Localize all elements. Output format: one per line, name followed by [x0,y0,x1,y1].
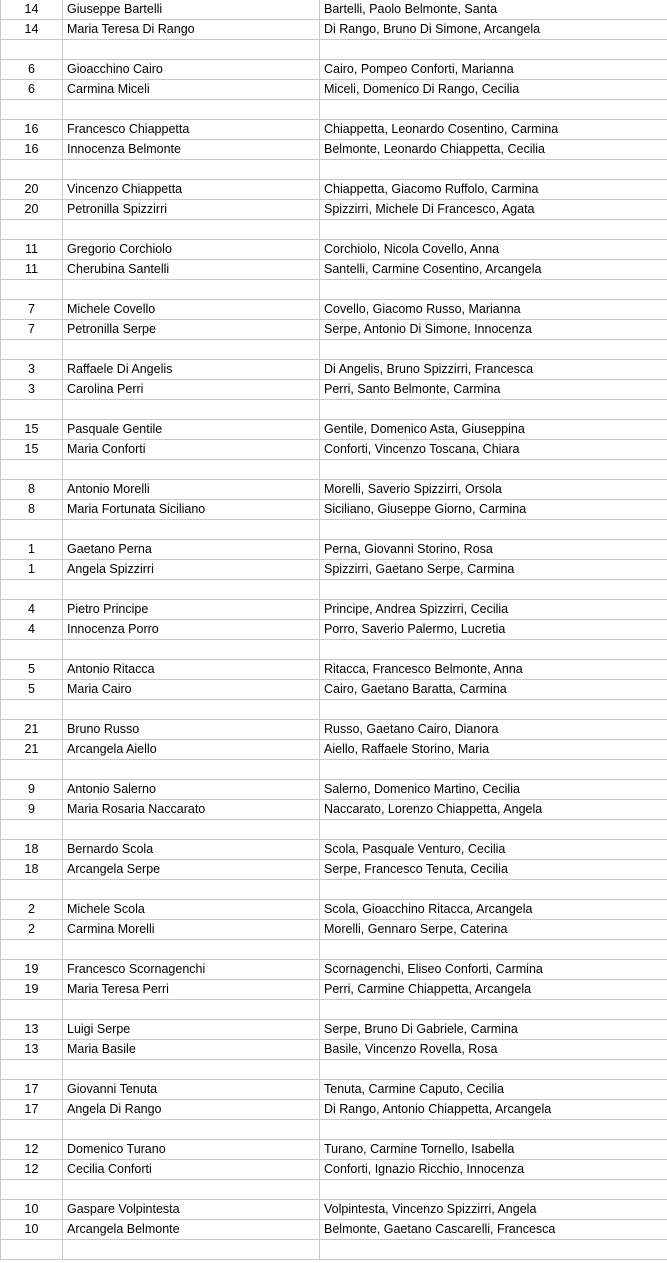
table-row [1,460,667,480]
person-name-cell[interactable]: Michele Scola [63,900,320,920]
couple-number-cell[interactable] [1,340,63,360]
couple-number-cell[interactable]: 6 [1,80,63,100]
table-row [1,500,667,520]
person-name-cell[interactable]: Gregorio Corchiolo [63,240,320,260]
person-name-cell[interactable]: Maria Conforti [63,440,320,460]
table-row [1,1220,667,1240]
person-name-cell[interactable]: Antonio Salerno [63,780,320,800]
person-name-cell[interactable] [63,1240,320,1260]
table-row [1,1000,667,1020]
couple-number-cell[interactable]: 7 [1,300,63,320]
table-row [1,1180,667,1200]
table-row [1,380,667,400]
couple-number-cell[interactable]: 9 [1,800,63,820]
couple-number-cell[interactable]: 21 [1,740,63,760]
parents-cell[interactable] [320,100,667,120]
table-row [1,1200,667,1220]
person-name-cell[interactable]: Luigi Serpe [63,1020,320,1040]
table-row [1,440,667,460]
person-name-cell[interactable]: Carolina Perri [63,380,320,400]
parents-cell[interactable]: Cairo, Pompeo Conforti, Marianna [320,60,667,80]
table-row [1,1040,667,1060]
table-row [1,540,667,560]
person-name-cell[interactable] [63,40,320,60]
table-row [1,80,667,100]
table-row [1,1160,667,1180]
parents-cell[interactable]: Miceli, Domenico Di Rango, Cecilia [320,80,667,100]
parents-cell[interactable]: Volpintesta, Vincenzo Spizzirri, Angela [320,1200,667,1220]
person-name-cell[interactable]: Pasquale Gentile [63,420,320,440]
person-name-cell[interactable]: Carmina Miceli [63,80,320,100]
couple-number-cell[interactable]: 10 [1,1220,63,1240]
couple-number-cell[interactable]: 1 [1,540,63,560]
couple-number-cell[interactable]: 4 [1,600,63,620]
couple-number-cell[interactable]: 5 [1,680,63,700]
parents-cell[interactable]: Morelli, Gennaro Serpe, Caterina [320,920,667,940]
person-name-cell[interactable]: Petronilla Spizzirri [63,200,320,220]
parents-cell[interactable]: Di Rango, Antonio Chiappetta, Arcangela [320,1100,667,1120]
couple-number-cell[interactable] [1,1000,63,1020]
table-row [1,160,667,180]
parents-cell[interactable]: Covello, Giacomo Russo, Marianna [320,300,667,320]
table-row [1,260,667,280]
parents-cell[interactable] [320,220,667,240]
person-name-cell[interactable] [63,700,320,720]
person-name-cell[interactable]: Francesco Chiappetta [63,120,320,140]
person-name-cell[interactable] [63,460,320,480]
person-name-cell[interactable] [63,280,320,300]
person-name-cell[interactable] [63,1180,320,1200]
parents-cell[interactable] [320,460,667,480]
parents-cell[interactable]: Spizzirri, Gaetano Serpe, Carmina [320,560,667,580]
person-name-cell[interactable]: Antonio Morelli [63,480,320,500]
table-row [1,860,667,880]
table-row [1,800,667,820]
person-name-cell[interactable] [63,820,320,840]
table-row [1,0,667,20]
person-name-cell[interactable]: Angela Di Rango [63,1100,320,1120]
parents-cell[interactable] [320,640,667,660]
table-row [1,920,667,940]
parents-cell[interactable]: Belmonte, Leonardo Chiappetta, Cecilia [320,140,667,160]
spreadsheet-body [1,0,667,1260]
parents-cell[interactable]: Perri, Carmine Chiappetta, Arcangela [320,980,667,1000]
person-name-cell[interactable]: Gaspare Volpintesta [63,1200,320,1220]
table-row [1,960,667,980]
parents-cell[interactable]: Spizzirri, Michele Di Francesco, Agata [320,200,667,220]
table-row [1,420,667,440]
parents-cell[interactable] [320,700,667,720]
person-name-cell[interactable]: Vincenzo Chiappetta [63,180,320,200]
person-name-cell[interactable] [63,1120,320,1140]
parents-cell[interactable]: Conforti, Vincenzo Toscana, Chiara [320,440,667,460]
parents-cell[interactable]: Di Angelis, Bruno Spizzirri, Francesca [320,360,667,380]
couple-number-cell[interactable] [1,100,63,120]
table-row [1,720,667,740]
parents-cell[interactable] [320,1240,667,1260]
person-name-cell[interactable] [63,580,320,600]
couple-number-cell[interactable]: 10 [1,1200,63,1220]
table-row [1,280,667,300]
couple-number-cell[interactable]: 16 [1,140,63,160]
table-row [1,20,667,40]
person-name-cell[interactable]: Giovanni Tenuta [63,1080,320,1100]
person-name-cell[interactable]: Carmina Morelli [63,920,320,940]
table-row [1,220,667,240]
table-row [1,820,667,840]
person-name-cell[interactable]: Maria Fortunata Siciliano [63,500,320,520]
couple-number-cell[interactable]: 12 [1,1160,63,1180]
table-row [1,660,667,680]
table-row [1,340,667,360]
parents-cell[interactable] [320,400,667,420]
couple-number-cell[interactable]: 21 [1,720,63,740]
table-row [1,400,667,420]
parents-cell[interactable]: Chiappetta, Giacomo Ruffolo, Carmina [320,180,667,200]
table-row [1,1020,667,1040]
couple-number-cell[interactable]: 4 [1,620,63,640]
person-name-cell[interactable]: Maria Rosaria Naccarato [63,800,320,820]
couple-number-cell[interactable] [1,220,63,240]
couple-number-cell[interactable]: 2 [1,900,63,920]
parents-cell[interactable] [320,940,667,960]
parents-cell[interactable]: Ritacca, Francesco Belmonte, Anna [320,660,667,680]
person-name-cell[interactable] [63,220,320,240]
table-row [1,1100,667,1120]
parents-cell[interactable]: Naccarato, Lorenzo Chiappetta, Angela [320,800,667,820]
table-row [1,480,667,500]
couple-number-cell[interactable] [1,940,63,960]
table-row [1,680,667,700]
couple-number-cell[interactable]: 15 [1,440,63,460]
table-row [1,1240,667,1260]
table-row [1,580,667,600]
couple-number-cell[interactable] [1,400,63,420]
parents-cell[interactable]: Cairo, Gaetano Baratta, Carmina [320,680,667,700]
parents-cell[interactable] [320,1000,667,1020]
person-name-cell[interactable]: Angela Spizzirri [63,560,320,580]
parents-cell[interactable]: Aiello, Raffaele Storino, Maria [320,740,667,760]
couple-number-cell[interactable] [1,1060,63,1080]
person-name-cell[interactable]: Arcangela Aiello [63,740,320,760]
parents-cell[interactable]: Scola, Gioacchino Ritacca, Arcangela [320,900,667,920]
person-name-cell[interactable]: Innocenza Belmonte [63,140,320,160]
couple-number-cell[interactable]: 1 [1,560,63,580]
parents-cell[interactable] [320,520,667,540]
table-row [1,840,667,860]
person-name-cell[interactable]: Maria Teresa Di Rango [63,20,320,40]
parents-cell[interactable]: Principe, Andrea Spizzirri, Cecilia [320,600,667,620]
couple-number-cell[interactable]: 8 [1,480,63,500]
person-name-cell[interactable]: Cecilia Conforti [63,1160,320,1180]
couple-number-cell[interactable] [1,1240,63,1260]
parents-cell[interactable] [320,1120,667,1140]
parents-cell[interactable] [320,160,667,180]
parents-cell[interactable] [320,340,667,360]
couple-number-cell[interactable]: 17 [1,1100,63,1120]
parents-cell[interactable] [320,880,667,900]
parents-cell[interactable]: Perri, Santo Belmonte, Carmina [320,380,667,400]
table-row [1,200,667,220]
person-name-cell[interactable]: Arcangela Serpe [63,860,320,880]
table-row [1,880,667,900]
person-name-cell[interactable] [63,880,320,900]
parents-cell[interactable]: Serpe, Francesco Tenuta, Cecilia [320,860,667,880]
couple-number-cell[interactable]: 19 [1,980,63,1000]
table-row [1,900,667,920]
couple-number-cell[interactable]: 6 [1,60,63,80]
person-name-cell[interactable]: Bernardo Scola [63,840,320,860]
couple-number-cell[interactable] [1,640,63,660]
table-row [1,940,667,960]
parents-cell[interactable]: Salerno, Domenico Martino, Cecilia [320,780,667,800]
person-name-cell[interactable]: Maria Cairo [63,680,320,700]
person-name-cell[interactable]: Arcangela Belmonte [63,1220,320,1240]
couple-number-cell[interactable]: 3 [1,380,63,400]
parents-cell[interactable]: Santelli, Carmine Cosentino, Arcangela [320,260,667,280]
table-row [1,240,667,260]
parents-cell[interactable] [320,580,667,600]
person-name-cell[interactable]: Cherubina Santelli [63,260,320,280]
person-name-cell[interactable]: Bruno Russo [63,720,320,740]
couple-number-cell[interactable]: 3 [1,360,63,380]
couple-number-cell[interactable] [1,460,63,480]
couple-number-cell[interactable] [1,160,63,180]
parents-cell[interactable]: Tenuta, Carmine Caputo, Cecilia [320,1080,667,1100]
person-name-cell[interactable]: Francesco Scornagenchi [63,960,320,980]
couple-number-cell[interactable]: 11 [1,240,63,260]
parents-cell[interactable]: Belmonte, Gaetano Cascarelli, Francesca [320,1220,667,1240]
couple-number-cell[interactable]: 19 [1,960,63,980]
table-row [1,640,667,660]
person-name-cell[interactable]: Pietro Principe [63,600,320,620]
couple-number-cell[interactable] [1,520,63,540]
couple-number-cell[interactable]: 5 [1,660,63,680]
table-row [1,320,667,340]
couple-number-cell[interactable] [1,1180,63,1200]
parents-cell[interactable] [320,40,667,60]
table-row [1,140,667,160]
parents-cell[interactable]: Chiappetta, Leonardo Cosentino, Carmina [320,120,667,140]
person-name-cell[interactable]: Domenico Turano [63,1140,320,1160]
couple-number-cell[interactable]: 15 [1,420,63,440]
couple-number-cell[interactable] [1,280,63,300]
person-name-cell[interactable] [63,400,320,420]
couple-number-cell[interactable]: 9 [1,780,63,800]
person-name-cell[interactable]: Raffaele Di Angelis [63,360,320,380]
person-name-cell[interactable] [63,340,320,360]
table-row [1,600,667,620]
couple-number-cell[interactable]: 2 [1,920,63,940]
parents-cell[interactable]: Turano, Carmine Tornello, Isabella [320,1140,667,1160]
table-row [1,120,667,140]
couple-number-cell[interactable] [1,580,63,600]
couple-number-cell[interactable]: 11 [1,260,63,280]
parents-cell[interactable]: Conforti, Ignazio Ricchio, Innocenza [320,1160,667,1180]
couple-number-cell[interactable]: 8 [1,500,63,520]
person-name-cell[interactable]: Gaetano Perna [63,540,320,560]
couple-number-cell[interactable] [1,880,63,900]
couple-number-cell[interactable]: 18 [1,860,63,880]
parents-cell[interactable]: Scola, Pasquale Venturo, Cecilia [320,840,667,860]
parents-cell[interactable] [320,280,667,300]
person-name-cell[interactable] [63,160,320,180]
couple-number-cell[interactable] [1,1120,63,1140]
person-name-cell[interactable] [63,1060,320,1080]
person-name-cell[interactable]: Maria Teresa Perri [63,980,320,1000]
parents-cell[interactable] [320,760,667,780]
parents-cell[interactable]: Perna, Giovanni Storino, Rosa [320,540,667,560]
table-row [1,740,667,760]
table-row [1,560,667,580]
person-name-cell[interactable]: Petronilla Serpe [63,320,320,340]
parents-cell[interactable]: Serpe, Antonio Di Simone, Innocenza [320,320,667,340]
table-row [1,980,667,1000]
table-row [1,780,667,800]
table-row [1,1120,667,1140]
person-name-cell[interactable] [63,760,320,780]
table-row [1,100,667,120]
person-name-cell[interactable] [63,1000,320,1020]
parents-cell[interactable]: Bartelli, Paolo Belmonte, Santa [320,0,667,20]
parents-cell[interactable]: Scornagenchi, Eliseo Conforti, Carmina [320,960,667,980]
person-name-cell[interactable]: Michele Covello [63,300,320,320]
couple-number-cell[interactable]: 13 [1,1040,63,1060]
couple-number-cell[interactable] [1,820,63,840]
table-row [1,620,667,640]
parents-cell[interactable] [320,1060,667,1080]
person-name-cell[interactable]: Innocenza Porro [63,620,320,640]
parents-cell[interactable]: Gentile, Domenico Asta, Giuseppina [320,420,667,440]
couple-number-cell[interactable]: 17 [1,1080,63,1100]
person-name-cell[interactable] [63,940,320,960]
person-name-cell[interactable]: Antonio Ritacca [63,660,320,680]
couple-number-cell[interactable]: 20 [1,180,63,200]
parents-cell[interactable]: Di Rango, Bruno Di Simone, Arcangela [320,20,667,40]
table-row [1,1080,667,1100]
parents-cell[interactable]: Corchiolo, Nicola Covello, Anna [320,240,667,260]
couple-number-cell[interactable]: 7 [1,320,63,340]
table-row [1,300,667,320]
parents-cell[interactable]: Siciliano, Giuseppe Giorno, Carmina [320,500,667,520]
person-name-cell[interactable] [63,640,320,660]
parents-cell[interactable]: Morelli, Saverio Spizzirri, Orsola [320,480,667,500]
table-row [1,700,667,720]
parents-cell[interactable] [320,820,667,840]
table-row [1,40,667,60]
couple-number-cell[interactable]: 20 [1,200,63,220]
table-row [1,1060,667,1080]
person-name-cell[interactable]: Giuseppe Bartelli [63,0,320,20]
parents-cell[interactable]: Serpe, Bruno Di Gabriele, Carmina [320,1020,667,1040]
table-row [1,1140,667,1160]
parents-cell[interactable] [320,1180,667,1200]
couple-number-cell[interactable] [1,700,63,720]
parents-cell[interactable]: Russo, Gaetano Cairo, Dianora [320,720,667,740]
table-row [1,60,667,80]
table-row [1,760,667,780]
couple-number-cell[interactable]: 18 [1,840,63,860]
couple-number-cell[interactable]: 13 [1,1020,63,1040]
couple-number-cell[interactable]: 14 [1,0,63,20]
table-row [1,180,667,200]
parents-cell[interactable]: Basile, Vincenzo Rovella, Rosa [320,1040,667,1060]
person-name-cell[interactable]: Maria Basile [63,1040,320,1060]
couple-number-cell[interactable]: 16 [1,120,63,140]
table-row [1,360,667,380]
couple-number-cell[interactable]: 14 [1,20,63,40]
table-row [1,520,667,540]
couple-number-cell[interactable] [1,40,63,60]
couple-number-cell[interactable] [1,760,63,780]
couple-number-cell[interactable]: 12 [1,1140,63,1160]
person-name-cell[interactable]: Gioacchino Cairo [63,60,320,80]
parents-cell[interactable]: Porro, Saverio Palermo, Lucretia [320,620,667,640]
person-name-cell[interactable] [63,520,320,540]
person-name-cell[interactable] [63,100,320,120]
